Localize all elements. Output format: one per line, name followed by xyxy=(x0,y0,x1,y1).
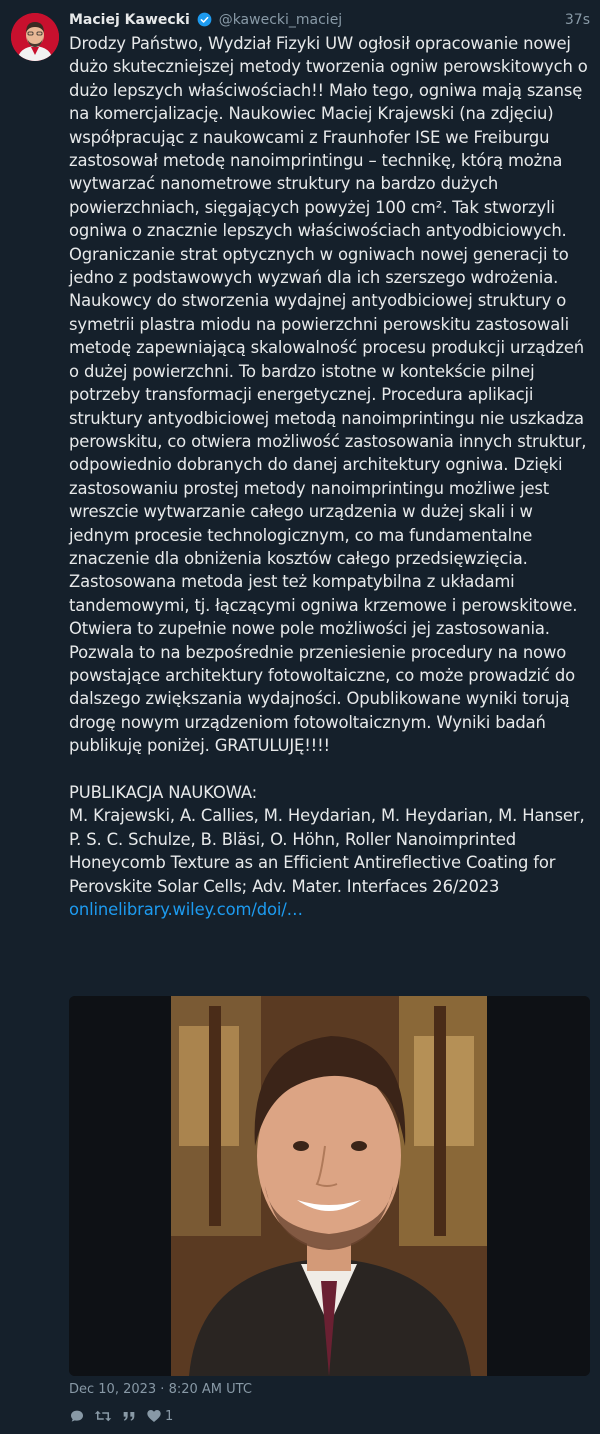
post-timestamp[interactable]: Dec 10, 2023 · 8:20 AM UTC xyxy=(69,1382,252,1397)
author-handle[interactable]: @kawecki_maciej xyxy=(218,12,343,28)
tweet-header xyxy=(69,9,590,31)
publication-link[interactable]: onlinelibrary.wiley.com/doi/… xyxy=(69,900,303,920)
tweet-body xyxy=(69,32,595,921)
author-name[interactable]: Maciej Kawecki xyxy=(69,12,190,28)
portrait-image xyxy=(171,996,487,1376)
action-bar xyxy=(69,1405,182,1427)
verified-badge-icon xyxy=(197,12,212,34)
quote-icon xyxy=(121,1408,137,1424)
publication-heading: PUBLIKACJA NAUKOWA: xyxy=(69,782,258,802)
tweet-text: Drodzy Państwo, Wydział Fizyki UW ogłosił opracowanie nowej dużo skuteczniejszej metody tworzenia ogniw perowskitowych o dużo lepszych właściwościach!! Mało tego, ogniwa mają szansę na komercjalizację. Naukowiec Maciej Krajewski (na zdjęciu) współpracując z naukowcami z Fraunhofer ISE we Freiburgu zastosował metodę nanoimprintingu – technikę, którą można wytwarzać nanometrowe struktury na bardzo dużych powierzchniach, sięgających powyżej 100 cm². Tak stworzyli ogniwa o znacznie lepszych właściwościach antyodbiciowych. Ograniczanie strat optycznych w ogniwach nowej generacji to jedno z podstawowych wyzwań dla ich szerszego wdrożenia. Naukowcy do stworzenia wydajnej antyodbiciowej struktury o symetrii plastra miodu na powierzchni perowskitu zastosowali metodę zapewniającą skalowalność procesu produkcji urządzeń o dużej powierzchni. To bardzo istotne w kontekście pilnej potrzeby transformacji energetycznej. Procedura aplikacji struktury antyodbiciowej metodą nanoimprintingu nie uszkadza perowskitu, co otwiera możliwość zastosowania innych struktur, odpowiednio dobranych do danej architektury ogniwa. Dzięki zastosowaniu prostej metody nanoimprintingu możliwe jest wreszcie wytwarzanie całego urządzenia w dużej skali i w jednym procesie technologicznym, co ma fundamentalne znaczenie dla obniżenia kosztów całego przedsięwzięcia. Zastosowana metoda jest też kompatybilna z układami tandemowymi, tj. łączącymi ogniwa krzemowe i perowskitowe. Otwiera to zupełnie nowe pole możliwości jej zastosowania. Pozwala to na bezpośrednie przeniesienie procedury na nowo powstające architektury fotowoltaiczne, co może prowadzić do dalszego zwiększania wydajności. Opublikowane wyniki torują drogę nowym urządzeniom fotowoltaicznym. Wyniki badań publikuję poniżej. GRATULUJĘ!!!! xyxy=(69,34,588,756)
reply-button[interactable] xyxy=(69,1408,85,1424)
retweet-button[interactable] xyxy=(94,1408,112,1424)
heart-icon xyxy=(146,1408,162,1424)
publication-citation: M. Krajewski, A. Callies, M. Heydarian, M. Heydarian, M. Hanser, P. S. C. Schulze, B. Bläsi, O. Höhn, Roller Nanoimprinted Honeycomb Texture as an Efficient Antireflective Coating for Perovskite Solar Cells; Adv. Mater. Interfaces 26/2023 xyxy=(69,806,585,896)
like-button[interactable] xyxy=(146,1408,173,1424)
like-count: 1 xyxy=(165,1408,174,1424)
attached-photo[interactable] xyxy=(69,996,590,1376)
quote-button[interactable] xyxy=(121,1408,137,1424)
avatar[interactable] xyxy=(11,13,59,61)
reply-icon xyxy=(69,1408,85,1424)
post-time-ago[interactable]: 37s xyxy=(564,12,590,28)
retweet-icon xyxy=(94,1408,112,1424)
